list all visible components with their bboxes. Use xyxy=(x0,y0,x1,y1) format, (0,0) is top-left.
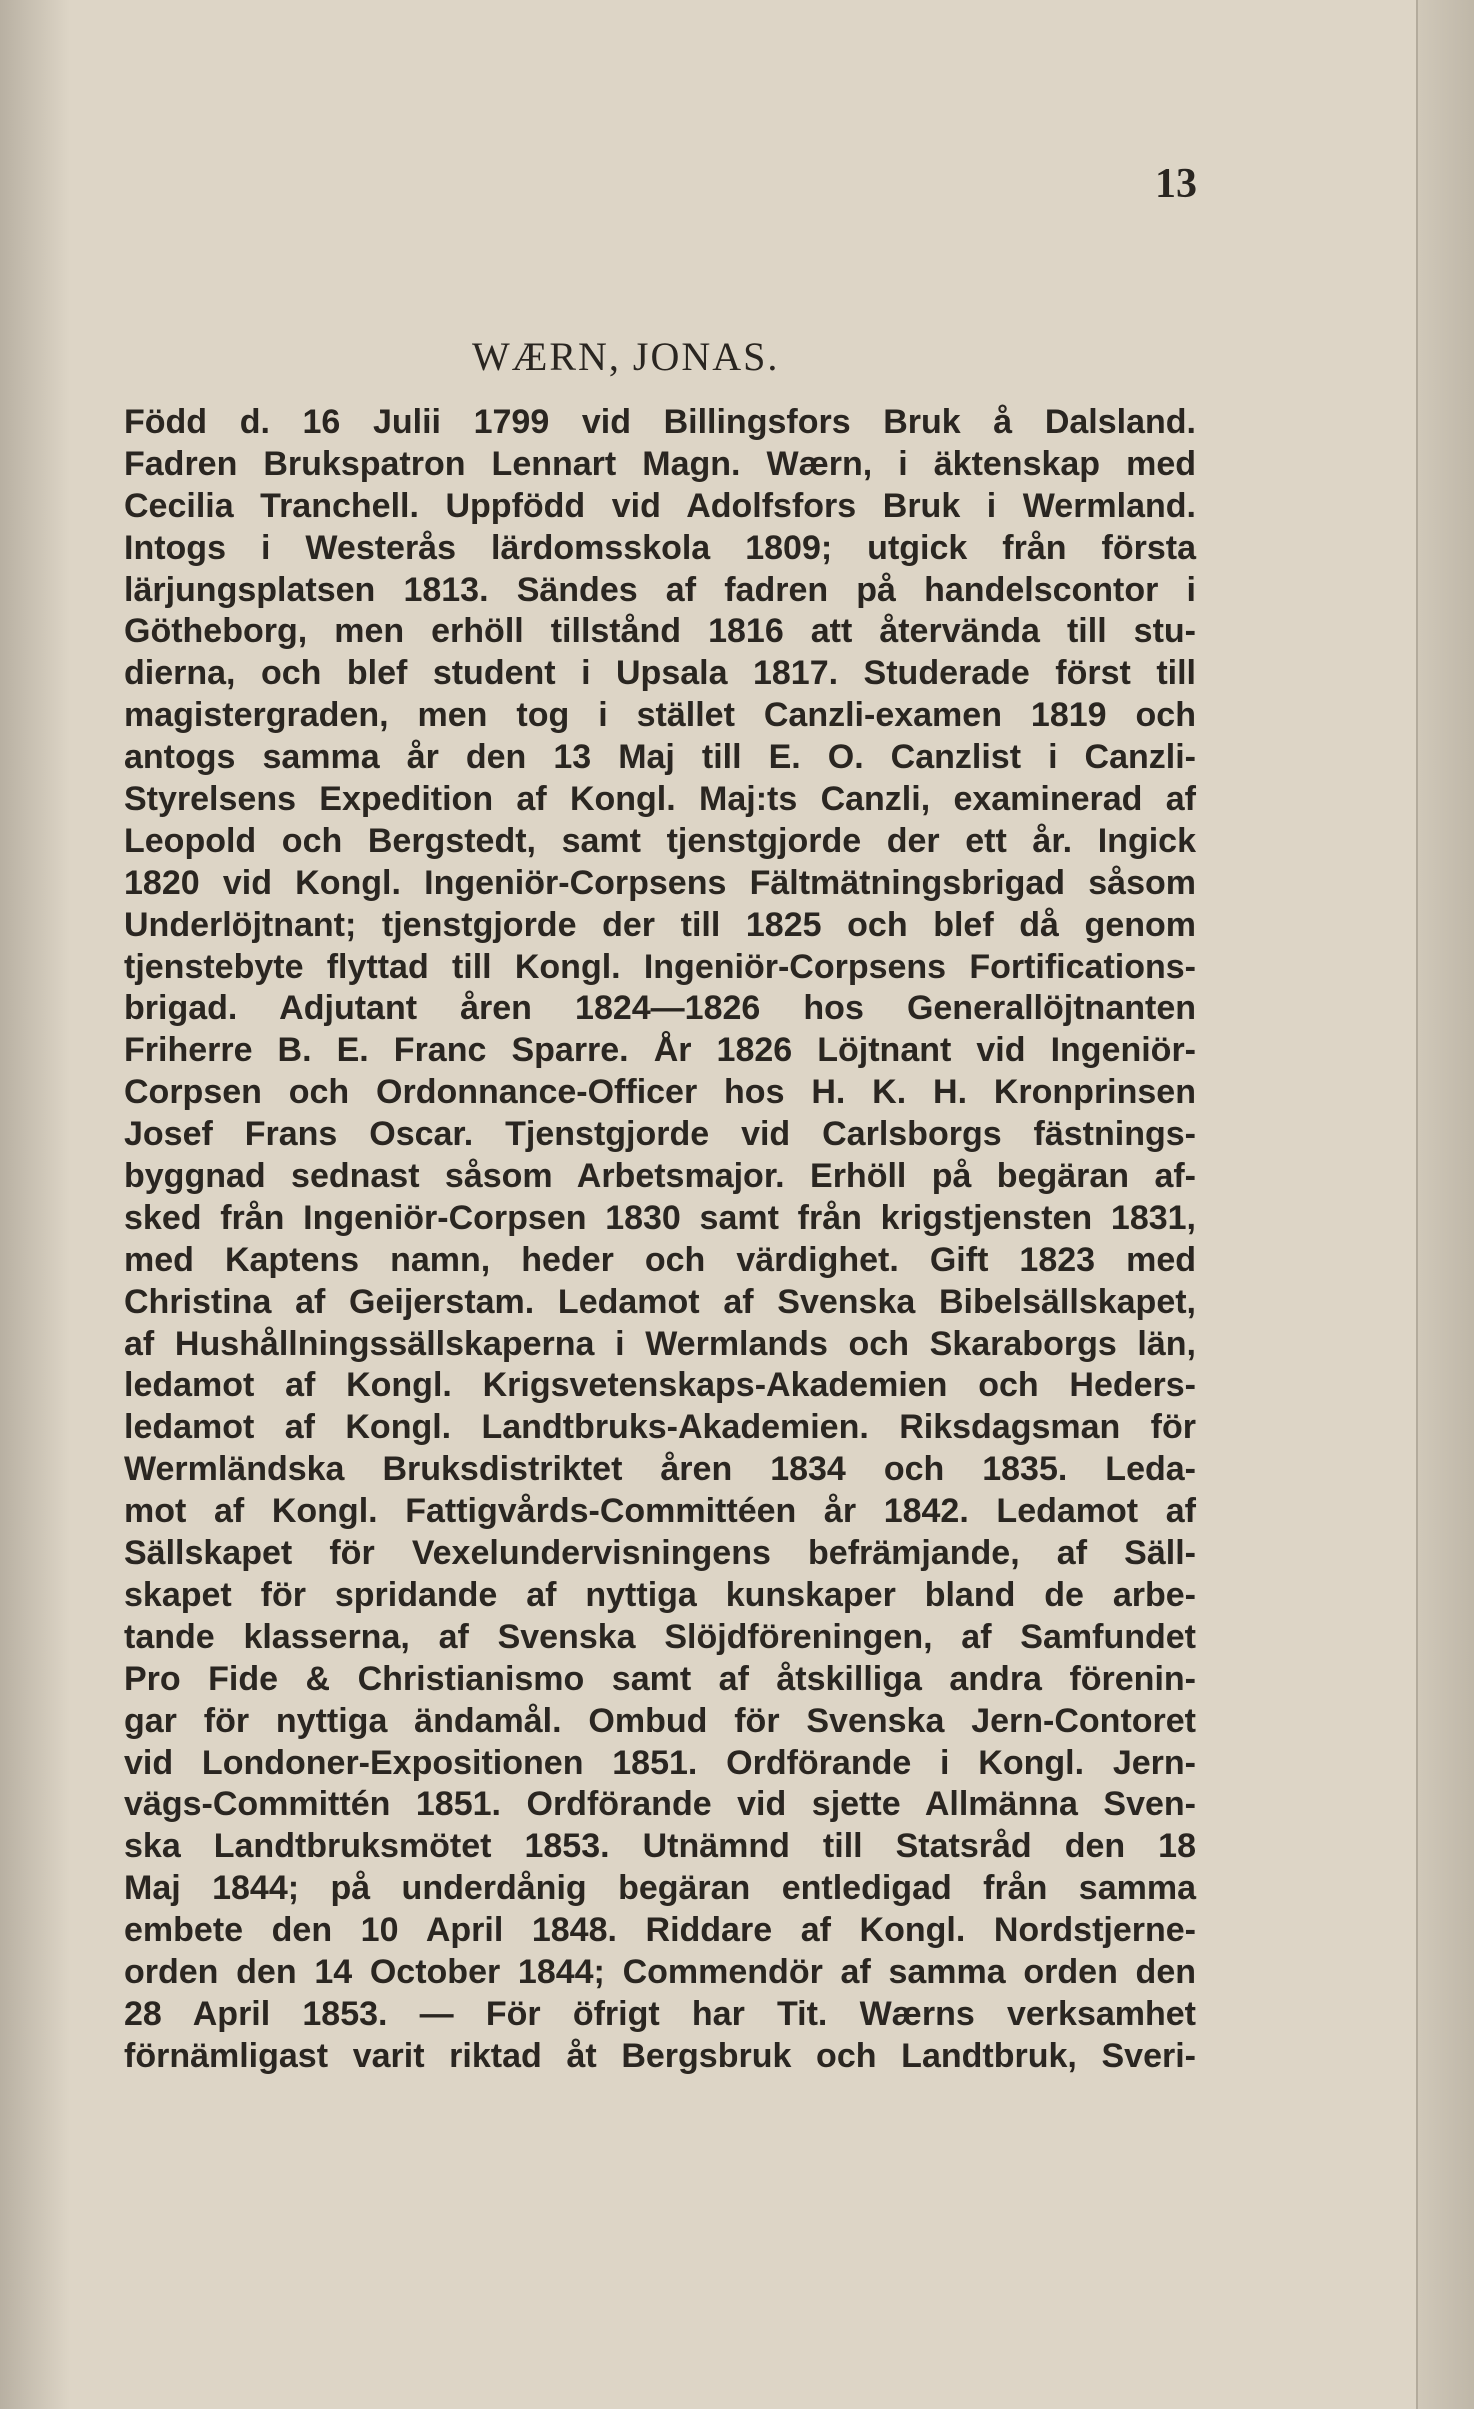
page-number: 13 xyxy=(1155,161,1197,207)
text-line: Intogs i Westerås lärdomsskola 1809; utgick från första xyxy=(124,528,1196,567)
page-gutter-shadow xyxy=(0,0,70,2409)
entry-heading: WÆRN, JONAS. xyxy=(472,334,780,379)
text-line: lärjungsplatsen 1813. Sändes af fadren på handelscontor i xyxy=(124,570,1196,609)
biography-text xyxy=(124,402,1196,2078)
text-line: vägs-Committén 1851. Ordförande vid sjette Allmänna Sven- xyxy=(124,1785,1196,1824)
text-line: förnämligast varit riktad åt Bergsbruk och Landtbruk, Sveri- xyxy=(124,2036,1196,2075)
text-line: brigad. Adjutant åren 1824—1826 hos Generallöjtnanten xyxy=(124,989,1196,1028)
text-line: gar för nyttiga ändamål. Ombud för Svenska Jern-Contoret xyxy=(124,1701,1196,1740)
text-line: Maj 1844; på underdånig begäran entledigad från samma xyxy=(124,1869,1196,1908)
text-line: byggnad sednast såsom Arbetsmajor. Erhöll på begäran af- xyxy=(124,1157,1196,1196)
text-line: ledamot af Kongl. Krigsvetenskaps-Akademien och Heders- xyxy=(124,1366,1196,1405)
text-line: magistergraden, men tog i stället Canzli-examen 1819 och xyxy=(124,696,1196,735)
text-line: orden den 14 October 1844; Commendör af samma orden den xyxy=(124,1952,1196,1991)
text-line: 28 April 1853. — För öfrigt har Tit. Wærns verksamhet xyxy=(124,1994,1196,2033)
text-line: af Hushållningssällskaperna i Wermlands och Skaraborgs län, xyxy=(124,1324,1196,1363)
text-line: Styrelsens Expedition af Kongl. Maj:ts Canzli, examinerad af xyxy=(124,780,1196,819)
text-line: ska Landtbruksmötet 1853. Utnämnd till Statsråd den 18 xyxy=(124,1827,1196,1866)
text-line: 1820 vid Kongl. Ingeniör-Corpsens Fältmätningsbrigad såsom xyxy=(124,863,1196,902)
text-line: sked från Ingeniör-Corpsen 1830 samt från krigstjensten 1831, xyxy=(124,1198,1196,1237)
text-line: mot af Kongl. Fattigvårds-Committéen år 1842. Ledamot af xyxy=(124,1492,1196,1531)
text-line: tande klasserna, af Svenska Slöjdföreningen, af Samfundet xyxy=(124,1617,1196,1656)
text-line: Friherre B. E. Franc Sparre. År 1826 Löjtnant vid Ingeniör- xyxy=(124,1031,1196,1070)
text-line: ledamot af Kongl. Landtbruks-Akademien. Riksdagsman för xyxy=(124,1408,1196,1447)
text-line: vid Londoner-Expositionen 1851. Ordförande i Kongl. Jern- xyxy=(124,1743,1196,1782)
page-edge xyxy=(1416,0,1474,2409)
text-line: skapet för spridande af nyttiga kunskaper bland de arbe- xyxy=(124,1575,1196,1614)
text-line: dierna, och blef student i Upsala 1817. Studerade först till xyxy=(124,654,1196,693)
text-line: Corpsen och Ordonnance-Officer hos H. K. H. Kronprinsen xyxy=(124,1073,1196,1112)
text-line: Götheborg, men erhöll tillstånd 1816 att återvända till stu- xyxy=(124,612,1196,651)
text-line: Christina af Geijerstam. Ledamot af Svenska Bibelsällskapet, xyxy=(124,1282,1196,1321)
text-line: Sällskapet för Vexelundervisningens befrämjande, af Säll- xyxy=(124,1534,1196,1573)
text-line: med Kaptens namn, heder och värdighet. Gift 1823 med xyxy=(124,1240,1196,1279)
text-line: Wermländska Bruksdistriktet åren 1834 och 1835. Leda- xyxy=(124,1450,1196,1489)
text-line: Fadren Brukspatron Lennart Magn. Wærn, i äktenskap med xyxy=(124,444,1196,483)
text-line: Underlöjtnant; tjenstgjorde der till 1825 och blef då genom xyxy=(124,905,1196,944)
text-line: Leopold och Bergstedt, samt tjenstgjorde der ett år. Ingick xyxy=(124,821,1196,860)
text-line: Josef Frans Oscar. Tjenstgjorde vid Carlsborgs fästnings- xyxy=(124,1115,1196,1154)
text-line: Cecilia Tranchell. Uppfödd vid Adolfsfors Bruk i Wermland. xyxy=(124,486,1196,525)
text-line: Pro Fide & Christianismo samt af åtskilliga andra förenin- xyxy=(124,1659,1196,1698)
text-line: tjenstebyte flyttad till Kongl. Ingeniör-Corpsens Fortifications- xyxy=(124,947,1196,986)
text-line: embete den 10 April 1848. Riddare af Kongl. Nordstjerne- xyxy=(124,1911,1196,1950)
text-line: Född d. 16 Julii 1799 vid Billingsfors Bruk å Dalsland. xyxy=(124,403,1196,441)
text-line: antogs samma år den 13 Maj till E. O. Canzlist i Canzli- xyxy=(124,738,1196,777)
